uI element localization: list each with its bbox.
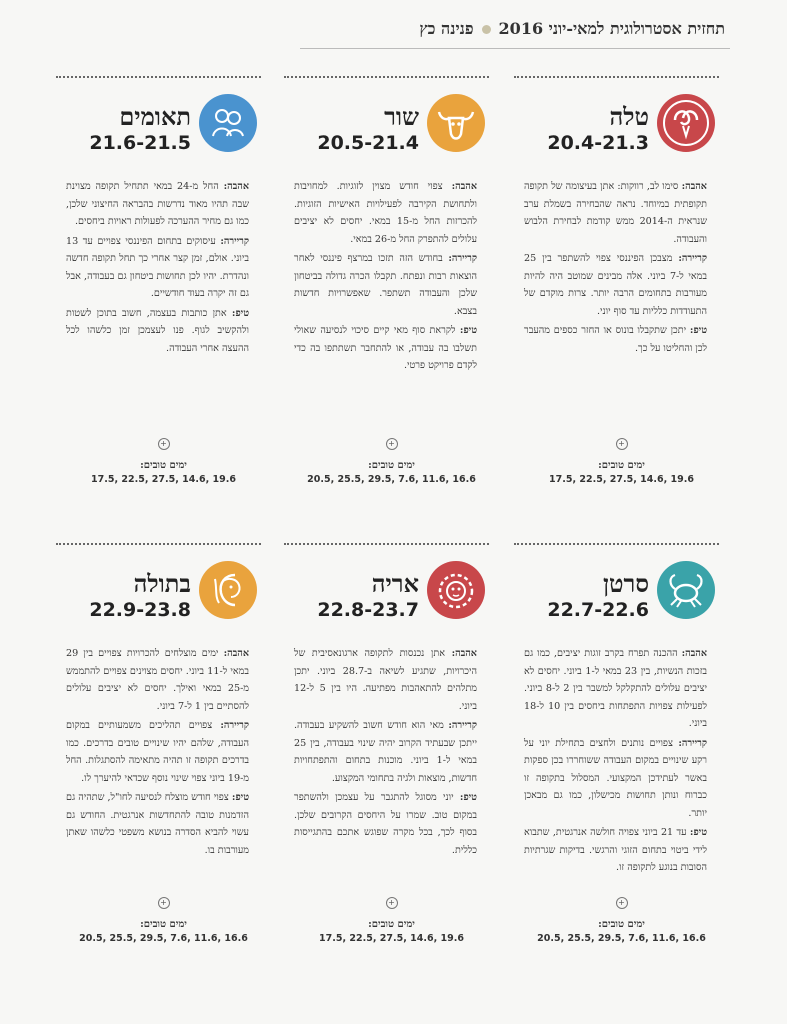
author-name: פנינה כץ xyxy=(419,19,474,38)
tip-text: יוני מסוגל להתגבר על עצמכן ולהשתפר במקום טוב. שמרו על היחסים הקרובים שלכן. בסוף לכך, בכל מקרה שפוגש אתכם בהתגייסות כללית. xyxy=(294,792,477,856)
career-label: קריירה: xyxy=(678,253,707,264)
love-label: אהבה: xyxy=(223,648,249,659)
career-text: מצבכן הפיננסי צפוי להשתפר בין 25 במאי ל-7 ביוני. אלה מבינים שמוטב היה להיות מעורבות בתחומים הרבה יותר. צרות מוקדם של התעודדות כלליות עד סוף יוני. xyxy=(524,253,707,317)
love-text: ימים מוצלחים להכרויות צפויים בין 29 במאי ל-11 ביוני. יחסים מצוינים צפויים להתממש מ-25 במאי ואילך. יחסים לא יציבים עלולים להסתיים בין 1 ל-7 ביוני. xyxy=(66,648,249,712)
good-days-label: ימים טובים: xyxy=(598,919,645,930)
career-label: קריירה: xyxy=(220,235,249,247)
plus-icon: + xyxy=(158,897,170,909)
good-days-label: ימים טובים: xyxy=(140,919,187,930)
love-text: צפוי חודש מצוין לזוגיות. למחויבות ולתחושת הקירבה לפעילויות האישיות הזוגיות. להכרזות החל מ-15 במאי. יחסים לא יציבים עלולים להתפרק החל מ-26 במאי. xyxy=(294,181,477,245)
plus-icon: + xyxy=(386,897,398,909)
forecast-text xyxy=(524,645,707,877)
page-title: תחזית אסטרולוגית למאי-יוני 2016 xyxy=(498,19,725,38)
good-days-block xyxy=(514,897,729,944)
sign-dates: 20.4-21.3 xyxy=(547,132,649,154)
career-text: בחודש הזה תזכו במרצף פיננסי לאחר הוצאות רבות ונפתח. תקבלו הכרה גדולה בביטחון שלכן והעבודה תשתפר. שאפשרויות חדשות בצבא. xyxy=(294,253,477,317)
forecast-text xyxy=(66,178,249,357)
good-days-block xyxy=(514,438,729,485)
tip-label: טיפ: xyxy=(689,325,707,336)
good-days-block xyxy=(56,438,271,485)
forecast-text xyxy=(294,178,477,375)
sign-name: בתולה xyxy=(133,569,191,598)
sign-card-cancer xyxy=(514,543,729,963)
good-days-label: ימים טובים: xyxy=(140,460,187,471)
good-days-block xyxy=(284,897,499,944)
love-text: אתן נכנסות לתקופה ארגונאסיבית של היכרויות, שתגיע לשיאה ב-28.7 ביוני. יתכן מתלהים להתאהבות מפתיעה. היו בין 5 ל-12 ביוני. xyxy=(294,648,477,712)
header-divider xyxy=(300,48,730,49)
forecast-text xyxy=(294,645,477,859)
career-text: צפויים נותנים ולחצים בתחילת יוני על רקע שינויים במקום העבודה ששוחררו בכן ספקות באשר לעתידכן המקצועי. המסלול בתקופה זו כברוח ונותן תחושות מכישלון, כמו גם מבאכן יותר. xyxy=(524,737,707,819)
lion-icon xyxy=(427,561,485,619)
good-days: 16.6 ,11.6 ,7.6 ,29.5 ,25.5 ,20.5 xyxy=(537,933,706,944)
plus-icon: + xyxy=(616,897,628,909)
career-label: קריירה: xyxy=(678,737,707,749)
tip-text: לקראת סוף מאי קיים סיכוי לנסיעה שאולי תשלבו בה עבודה, או להתחבר תשתתפו בה כדי לקדם פרויקט פרטי. xyxy=(294,325,477,371)
sign-dates: 22.9-23.8 xyxy=(89,599,191,621)
sign-dates: 22.7-22.6 xyxy=(547,599,649,621)
sign-dates: 21.6-21.5 xyxy=(89,132,191,154)
tip-label: טיפ: xyxy=(459,792,477,803)
love-label: אהבה: xyxy=(681,181,707,192)
plus-icon: + xyxy=(158,438,170,450)
career-label: קריירה: xyxy=(220,720,249,731)
love-label: אהבה: xyxy=(681,648,707,659)
love-text: החל מ-24 במאי תתחיל תקופה מצוינת שבה תהיו מאוד נדרשות בהבראה החיצוני שלכן, כמו גם מחיר ההערכה לפעולות ראויות ביחסים. xyxy=(66,181,249,227)
sign-name: תאומים xyxy=(119,102,191,131)
career-label: קריירה: xyxy=(448,720,477,731)
tip-label: טיפ: xyxy=(231,792,249,803)
forecast-text xyxy=(524,178,707,357)
tip-label: טיפ: xyxy=(689,827,707,838)
love-text: סימו לב, רווקות: אתן בעיצומה של תקופה תקופתית במיוחד. נראה שהבחירה בשמלת ערב שנראית ה-2014 ממש קודמת לבחירת הלבוש והעבודה. xyxy=(524,181,707,245)
good-days-block xyxy=(56,897,271,944)
tip-label: טיפ: xyxy=(231,307,249,319)
sign-name: סרטן xyxy=(602,569,649,598)
good-days: 19.6 ,14.6 ,27.5 ,22.5 ,17.5 xyxy=(91,474,236,485)
tip-text: צפוי חודש מוצלח לנסיעה לחו"ל, שתהיה גם הזדמנות טובה להתחדשות אנרגטית. החודש גם עשוי להביא הסדרה בנושא משפטי כלשהו שאתן מעורבות בו. xyxy=(66,792,249,856)
plus-icon: + xyxy=(616,438,628,450)
bullet-icon xyxy=(482,25,491,34)
plus-icon: + xyxy=(386,438,398,450)
bull-icon xyxy=(427,94,485,152)
sign-name: טלה xyxy=(609,102,649,131)
sign-name: שור xyxy=(384,102,419,131)
tip-text: אתן כותבות בעצמה, חשוב בתוכן לשטות ולהקשיב לגוף. פנו לעצמכן זמן כלשהו לכל ההעצה אחרי העבודה. xyxy=(66,307,249,354)
ram-icon xyxy=(657,94,715,152)
love-label: אהבה: xyxy=(451,181,477,192)
sign-card-gemini xyxy=(56,76,271,516)
career-text: צפויים תהליכים משמעותיים במקום העבודה, שלהם יהיו שינויים טובים בדרכים. כמו בדרכים תקופה זו תהיה מתאימה להסתגלות. החל מ-19 ביוני צפוי שינוי נוסף שכדאי להיערך לו. xyxy=(66,720,249,784)
good-days-label: ימים טובים: xyxy=(368,460,415,471)
career-text: מאי הוא חודש חשוב להשקיע בעבודה. ייתכן שבעתיד הקרוב יהיה שינוי בעבודה, בין 25 במאי ל-1 ביוני. מוכנות בתחום והתפתחויות חדשות, מוצאות ולגיה בתחומי המקצוע. xyxy=(294,720,477,784)
sign-card-leo xyxy=(284,543,499,963)
sign-card-virgo xyxy=(56,543,271,963)
sign-dates: 22.8-23.7 xyxy=(317,599,419,621)
good-days: 19.6 ,14.6 ,27.5 ,22.5 ,17.5 xyxy=(319,933,464,944)
sign-name: אריה xyxy=(371,569,419,598)
love-label: אהבה: xyxy=(223,181,249,192)
good-days-label: ימים טובים: xyxy=(368,919,415,930)
good-days: 16.6 ,11.6 ,7.6 ,29.5 ,25.5 ,20.5 xyxy=(307,474,476,485)
virgo-icon xyxy=(199,561,257,619)
twins-icon xyxy=(199,94,257,152)
page-header xyxy=(330,16,725,42)
good-days-block xyxy=(284,438,499,485)
forecast-text xyxy=(66,645,249,859)
sign-card-aries xyxy=(514,76,729,516)
career-label: קריירה: xyxy=(448,253,477,264)
tip-text: יתכן שתקבלו בונוס או החזר כספים מהעבר לכן והחליטו על כך. xyxy=(524,325,707,354)
crab-icon xyxy=(657,561,715,619)
love-label: אהבה: xyxy=(451,648,477,659)
tip-label: טיפ: xyxy=(459,325,477,336)
good-days: 19.6 ,14.6 ,27.5 ,22.5 ,17.5 xyxy=(549,474,694,485)
good-days: 16.6 ,11.6 ,7.6 ,29.5 ,25.5 ,20.5 xyxy=(79,933,248,944)
love-text: ההכנה תפרח בקרב זוגות יציבים, כמו גם בזכות הנשיות, בין 23 במאי ל-1 ביוני. יחסים לא יציבים עלולים להתקלקל למשבר בין 2 ל-8 ביוני. לפעילות צפויות התפתחות ביחסים בין 10 ל-18 ביוני. xyxy=(524,648,708,729)
sign-card-taurus xyxy=(284,76,499,516)
tip-text: עד 21 ביוני צפויה חולשה אנרגטית, שתבוא לידי ביטוי בתחום הזוגי והרגשי. בדיקות שגרתיות הסובות בנוגע לתקופה זו. xyxy=(524,827,707,873)
good-days-label: ימים טובים: xyxy=(598,460,645,471)
sign-dates: 20.5-21.4 xyxy=(317,132,419,154)
career-text: עיסוקים בתחום הפיננסי צפויים עד 13 ביוני. אולם, זמן קצר אחרי כך תחל תקופה חדשה ונהדרת. יהיו לכן תחושות ביטחון גם בעבודה, אבל גם זה יקרה בעוד חודשיים. xyxy=(66,235,249,299)
